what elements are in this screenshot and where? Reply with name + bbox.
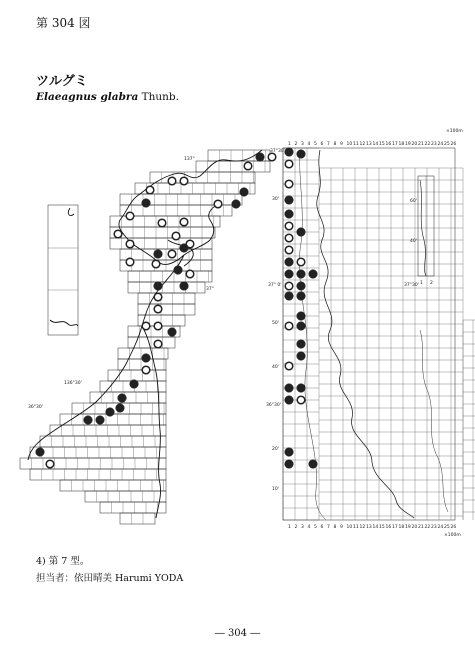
occurrence-dot-filled [116, 404, 125, 413]
occurrence-dot-open [154, 293, 162, 301]
map-label-scale-top: ×100m [446, 129, 463, 134]
axis-tick-top: 15 [379, 142, 385, 147]
occurrence-dot-open [285, 180, 293, 188]
grid-band [138, 293, 195, 304]
axis-tick-bottom: 12 [359, 525, 366, 530]
axis-tick-bottom: 6 [320, 525, 324, 530]
map-label-lat-10: 10' [272, 487, 279, 492]
occurrence-dot-open [297, 396, 305, 404]
axis-tick-bottom: 23 [431, 525, 437, 530]
map-label-lat-36-30: 36°30' [28, 405, 43, 410]
axis-tick-bottom: 9 [340, 525, 343, 530]
axis-tick-bottom: 25 [444, 525, 450, 530]
occurrence-dot-open [285, 322, 293, 330]
axis-tick-top: 2 [294, 142, 298, 147]
map-label-scale-bottom: ×100m [444, 533, 461, 538]
note-type: 4) 第 7 型。 [36, 556, 90, 567]
axis-tick-top: 8 [333, 142, 337, 147]
axis-tick-top: 7 [327, 142, 330, 147]
map-label-lat-30: 30' [272, 197, 279, 202]
occurrence-dot-open [126, 212, 134, 220]
axis-tick-top: 10 [346, 142, 353, 147]
occurrence-dot-open [142, 366, 150, 374]
occurrence-dot-open [158, 219, 166, 227]
axis-tick-bottom: 18 [398, 525, 405, 530]
figure-label: 第 304 図 [36, 16, 91, 30]
occurrence-dot-open [114, 230, 122, 238]
axis-tick-top: 26 [450, 142, 457, 147]
occurrence-dot-open [285, 160, 293, 168]
axis-tick-top: 9 [340, 142, 343, 147]
axis-tick-bottom: 11 [353, 525, 359, 530]
inset-tick: 1 [420, 281, 423, 286]
grid-band [30, 447, 166, 458]
occurrence-dot-open [168, 177, 176, 185]
axis-tick-top: 22 [424, 142, 431, 147]
map-label-lat-36-30b: 36°30' [266, 403, 281, 408]
occurrence-dot-filled [130, 380, 139, 389]
axis-tick-top: 23 [431, 142, 437, 147]
grid-band [60, 414, 166, 425]
axis-tick-top: 21 [418, 142, 424, 147]
occurrence-dot-filled [297, 270, 306, 279]
occurrence-dot-filled [285, 396, 294, 405]
species-japanese-name: ツルグミ [36, 74, 88, 89]
axis-tick-bottom: 26 [450, 525, 457, 530]
axis-tick-bottom: 15 [379, 525, 385, 530]
occurrence-dot-filled [297, 282, 306, 291]
locator-coast [50, 320, 78, 326]
axis-tick-bottom: 16 [385, 525, 392, 530]
occurrence-dot-filled [285, 448, 294, 457]
occurrence-dot-filled [118, 394, 127, 403]
axis-tick-top: 18 [398, 142, 405, 147]
occurrence-dot-filled [180, 244, 189, 253]
axis-tick-top: 25 [444, 142, 450, 147]
axis-tick-bottom: 5 [314, 525, 317, 530]
axis-tick-top: 3 [301, 142, 304, 147]
occurrence-dot-filled [297, 228, 306, 237]
grid-band [110, 238, 212, 249]
altitude-profile [317, 150, 414, 518]
axis-tick-bottom: 17 [392, 525, 398, 530]
occurrence-dot-filled [285, 196, 294, 205]
species-author: Thunb. [141, 91, 179, 103]
map-label-lat-37b: 37° 0' [268, 283, 282, 288]
note-author: 担当者：依田晴美 Harumi YODA [36, 573, 184, 584]
map-label-inset-60: 60' [410, 199, 417, 204]
occurrence-dot-filled [297, 322, 306, 331]
axis-tick-top: 13 [366, 142, 372, 147]
grid-band [100, 502, 166, 513]
grid-band [120, 513, 155, 524]
occurrence-dot-filled [285, 148, 294, 157]
axis-tick-bottom: 8 [333, 525, 337, 530]
occurrence-dot-filled [174, 266, 183, 275]
altitude-profile-east [420, 330, 448, 512]
locator-frame [48, 205, 78, 335]
axis-tick-top: 14 [372, 142, 379, 147]
occurrence-dot-filled [142, 354, 151, 363]
axis-tick-bottom: 24 [437, 525, 444, 530]
occurrence-dot-open [285, 222, 293, 230]
occurrence-dot-filled [232, 200, 241, 209]
occurrence-dot-open [168, 250, 176, 258]
axis-tick-bottom: 1 [288, 525, 291, 530]
axis-tick-top: 12 [359, 142, 366, 147]
occurrence-dot-filled [285, 292, 294, 301]
occurrence-dot-filled [142, 199, 151, 208]
occurrence-dot-filled [285, 384, 294, 393]
axis-tick-top: 24 [437, 142, 444, 147]
occurrence-dot-open [152, 260, 160, 268]
occurrence-dot-filled [168, 328, 177, 337]
occurrence-dot-open [142, 322, 150, 330]
axis-tick-bottom: 7 [327, 525, 330, 530]
occurrence-dot-filled [84, 416, 93, 425]
map-label-inset-37-30: 37°30' [404, 283, 419, 288]
axis-tick-bottom: 14 [372, 525, 379, 530]
axis-tick-bottom: 22 [424, 525, 431, 530]
axis-tick-top: 20 [411, 142, 418, 147]
occurrence-dot-filled [285, 210, 294, 219]
page-number: ― 304 ― [214, 628, 261, 639]
axis-tick-bottom: 10 [346, 525, 353, 530]
axis-tick-top: 1 [288, 142, 291, 147]
occurrence-dot-filled [154, 250, 163, 259]
axis-tick-top: 6 [320, 142, 324, 147]
axis-tick-top: 17 [392, 142, 398, 147]
axis-tick-top: 11 [353, 142, 359, 147]
occurrence-dot-filled [285, 270, 294, 279]
occurrence-dot-open [186, 270, 194, 278]
grid-band [196, 161, 270, 172]
occurrence-dot-open [126, 240, 134, 248]
occurrence-dot-open [154, 340, 162, 348]
occurrence-dot-filled [154, 282, 163, 291]
occurrence-dot-filled [285, 460, 294, 469]
occurrence-dot-open [154, 305, 162, 313]
grid-band [128, 337, 175, 348]
occurrence-dot-open [244, 162, 252, 170]
species-genus: Elaeagnus glabra [36, 91, 139, 103]
occurrence-dot-filled [285, 258, 294, 267]
map-label-lon-137: 137° [184, 157, 195, 162]
occurrence-dot-filled [180, 282, 189, 291]
occurrence-dot-open [172, 232, 180, 240]
occurrence-dot-filled [297, 150, 306, 159]
occurrence-dot-filled [297, 340, 306, 349]
map-label-top-left: 37°30' [270, 149, 285, 154]
map-label-lat-50: 50' [272, 321, 279, 326]
locator-coast [68, 208, 74, 216]
grid-band [60, 480, 166, 491]
occurrence-dot-open [285, 234, 293, 242]
axis-tick-top: 4 [307, 142, 311, 147]
occurrence-dot-filled [309, 460, 318, 469]
locator-map [48, 205, 78, 335]
occurrence-dot-filled [297, 352, 306, 361]
occurrence-dot-open [285, 282, 293, 290]
occurrence-dot-filled [106, 408, 115, 417]
map-label-lon-136-30: 136°30' [64, 381, 82, 386]
occurrence-dot-open [285, 246, 293, 254]
inset-tick: 2 [430, 281, 433, 286]
occurrence-dot-filled [96, 416, 105, 425]
occurrence-dot-open [154, 322, 162, 330]
occurrence-dot-open [297, 258, 305, 266]
occurrence-dot-filled [256, 153, 265, 162]
occurrence-dot-filled [297, 312, 306, 321]
map-label-inset-40: 40' [410, 239, 417, 244]
axis-tick-bottom: 20 [411, 525, 418, 530]
occurrence-dot-open [126, 258, 134, 266]
occurrence-dot-open [180, 218, 188, 226]
axis-tick-bottom: 2 [294, 525, 298, 530]
occurrence-dot-open [214, 200, 222, 208]
occurrence-dot-filled [309, 270, 318, 279]
axis-tick-bottom: 4 [307, 525, 311, 530]
axis-tick-bottom: 13 [366, 525, 372, 530]
occurrence-dot-filled [240, 188, 249, 197]
occurrence-dot-open [46, 460, 54, 468]
grid-band [40, 436, 166, 447]
grid-band [138, 304, 195, 315]
occurrence-dot-open [268, 153, 276, 161]
occurrence-dot-open [146, 186, 154, 194]
axis-tick-bottom: 3 [301, 525, 304, 530]
map-label-lat-40: 40' [272, 365, 279, 370]
occurrence-dot-open [285, 362, 293, 370]
grid-band [30, 469, 166, 480]
axis-tick-top: 16 [385, 142, 392, 147]
occurrence-dot-filled [297, 384, 306, 393]
axis-tick-bottom: 21 [418, 525, 424, 530]
map-label-lat-20: 20' [272, 447, 279, 452]
grid-band [20, 458, 166, 469]
axis-tick-top: 19 [405, 142, 411, 147]
occurrence-dot-filled [36, 448, 45, 457]
occurrence-dot-filled [297, 292, 306, 301]
map-label-lat-37: 37° [206, 287, 214, 292]
occurrence-dot-open [180, 177, 188, 185]
grid-band [50, 425, 166, 436]
axis-tick-bottom: 19 [405, 525, 411, 530]
axis-tick-top: 5 [314, 142, 317, 147]
